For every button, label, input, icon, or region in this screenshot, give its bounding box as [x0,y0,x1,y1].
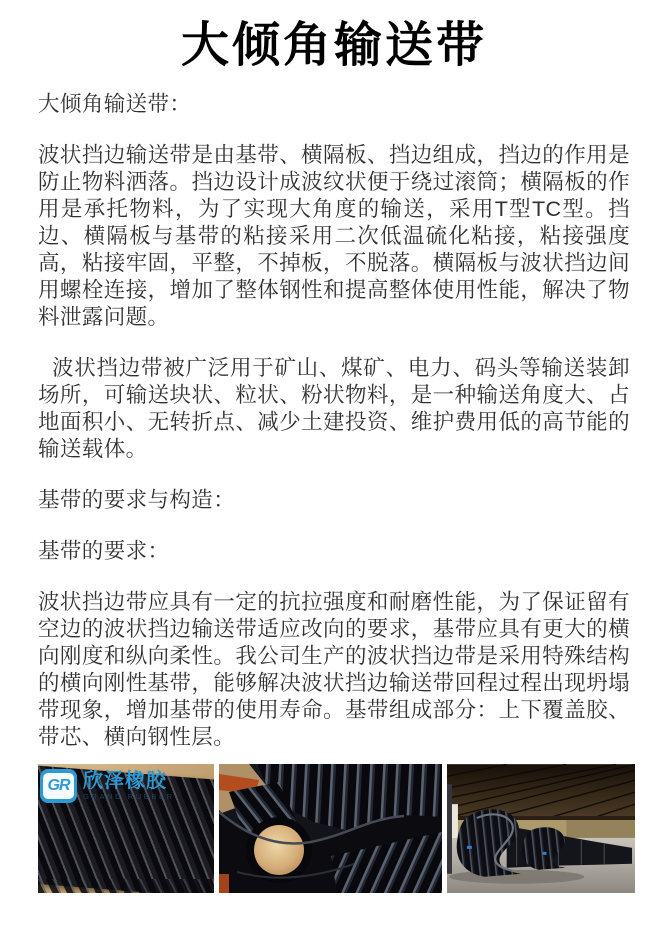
section-heading-requirements: 基带的要求： [38,539,170,563]
brand-name-en: GRAND RUBBER [83,792,175,801]
base-belt-paragraph: 波状挡边带应具有一定的抗拉强度和耐磨性能，为了保证留有空边的波状挡边输送带适应改向的要求，基带应具有更大的横向刚度和纵向柔性。我公司生产的波状挡边带是采用特殊结构的横向刚性基带，能够解决波状挡边输送带回程过程出现坍塌带现象，增加基带的使用寿命。基带组成部分：上下覆盖胶、带芯、横向钢性层。 [38,590,630,749]
brand-logo [40,769,175,803]
brand-name-cn: 欣泽橡胶 [83,770,167,792]
photo-corrugated-sidewall-stack [38,764,214,893]
ridge-tips-graphic [38,879,214,893]
warehouse-graphic [447,764,635,893]
gr-monogram: GR [43,773,74,799]
applications-paragraph: 波状挡边带被广泛用于矿山、煤矿、电力、码头等输送装卸场所，可输送块状、粒状、粉状物料，是一种输送角度大、占地面积小、无转折点、减少土建投资、维护费用低的高节能的输送载体。 [38,356,630,461]
page-title: 大倾角输送带 [180,19,487,72]
product-photo-strip [38,764,630,893]
section-heading-requirements-structure: 基带的要求与构造： [38,488,236,512]
document-page [0,18,666,893]
composition-paragraph: 波状挡边输送带是由基带、横隔板、挡边组成，挡边的作用是防止物料洒落。挡边设计成波纹状便于绕过滚筒；横隔板的作用是承托物料，为了实现大角度的输送，采用T型TC型。挡边、横隔板与基带的粘接采用二次低温硫化粘接，粘接强度高，粘接牢固，平整，不掉板，不脱落。横隔板与波状挡边间用螺栓连接，增加了整体钢性和提高整体使用性能，解决了物料泄露问题。 [38,143,630,329]
belt-loop-graphic [219,764,442,893]
photo-belt-loop-closeup [219,764,442,893]
brand-wordmark [83,769,175,802]
gr-logo-icon [40,769,77,803]
photo-warehouse-belt-rows [447,764,635,893]
intro-line: 大倾角输送带： [38,92,192,116]
